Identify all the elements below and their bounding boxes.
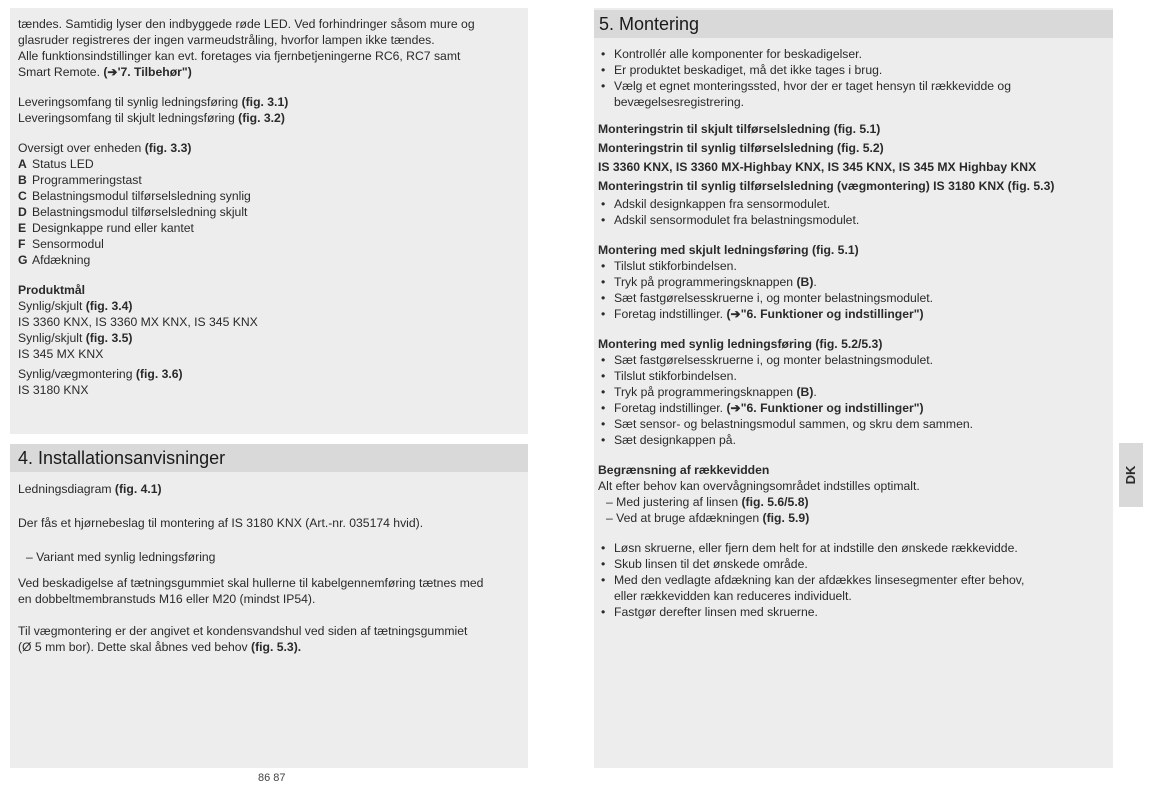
range-option-text: – Med justering af linsen (606, 495, 742, 509)
list-item: • Sæt fastgørelsesskruerne i, og monter belastningsmodulet. (598, 352, 1108, 368)
section-5-title: 5. Montering (599, 14, 700, 34)
list-item (598, 274, 1108, 290)
item-text: Programmeringstast (32, 173, 142, 187)
range-option (598, 510, 1108, 526)
overview-item (18, 220, 523, 236)
fig-ref: (fig. 3.6) (135, 367, 183, 381)
delivery-visible (18, 94, 523, 110)
wiring-text: Ledningsdiagram (18, 482, 115, 496)
button-ref: (B) (796, 385, 814, 399)
section-5-header (594, 10, 1113, 38)
fig-ref: (fig. 3.2) (238, 111, 285, 125)
section-4-title: 4. Installationsanvisninger (18, 448, 226, 468)
left-bottom-content (18, 481, 523, 655)
corner-bracket-note: Der fås et hjørnebeslag til montering af IS 3180 KNX (Art.-nr. 035174 hvid). (18, 516, 424, 530)
intro-line: Alle funktionsindstillinger kan evt. foretages via fjernbetjeningerne RC6, RC7 samt (18, 49, 461, 63)
list-item-text: Foretag indstillinger. (614, 307, 727, 321)
item-label: E (18, 221, 27, 235)
list-item (598, 384, 1108, 400)
delivery-visible-text: Leveringsomfang til synlig ledningsføring (18, 95, 242, 109)
hidden-wiring-title: Montering med skjult ledningsføring (fig. 5.1) (598, 243, 859, 257)
fig-ref: (fig. 5.9) (762, 511, 810, 525)
intro-text: Smart Remote. (18, 65, 104, 79)
list-item-text: . (813, 385, 817, 399)
item-text: Status LED (32, 157, 94, 171)
list-item: • Løsn skruerne, eller fjern dem helt for at indstille den ønskede rækkevidde. (598, 540, 1108, 556)
list-item-text: . (813, 275, 817, 289)
delivery-hidden (18, 110, 523, 126)
dimensions-1 (18, 298, 523, 314)
section-ref: (➔"6. Funktioner og indstillinger") (726, 307, 924, 321)
item-text: Afdækning (32, 253, 91, 267)
range-title: Begrænsning af rækkevidden (598, 463, 770, 477)
list-item: • Sæt sensor- og belastningsmodul sammen, og skru dem sammen. (598, 416, 1108, 432)
list-item: • Adskil designkappen fra sensormodulet. (598, 196, 1108, 212)
list-item: • Er produktet beskadiget, må det ikke tages i brug. (598, 62, 1108, 78)
language-tab-label: DK (1123, 465, 1138, 485)
fig-ref: (fig. 4.1) (114, 482, 162, 496)
overview-item (18, 188, 523, 204)
overview-item (18, 172, 523, 188)
visible-wiring-title: Montering med synlig ledningsføring (fig. 5.2/5.3) (598, 337, 883, 351)
language-tab (1119, 443, 1143, 507)
overview-item (18, 204, 523, 220)
item-label: C (18, 189, 27, 203)
list-item: • Sæt designkappen på. (598, 432, 1108, 448)
list-item-text: Foretag indstillinger. (614, 401, 727, 415)
list-item-text: Med den vedlagte afdækning kan der afdækkes linsesegmenter efter behov, (614, 573, 1025, 587)
fig-ref: (fig. 3.1) (241, 95, 289, 109)
steps-heading: Monteringstrin til synlig tilførselsledning (fig. 5.2) (598, 141, 884, 155)
overview-title (18, 140, 523, 156)
wall-mount-note: Til vægmontering er der angivet et kondensvandshul ved siden af tætningsgummiet (18, 624, 468, 638)
steps-heading: IS 3360 KNX, IS 3360 MX-Highbay KNX, IS 345 KNX, IS 345 MX Highbay KNX (598, 160, 1037, 174)
gasket-note: en dobbeltmembranstuds M16 eller M20 (mindst IP54). (18, 592, 316, 606)
list-item: • Adskil sensormodulet fra belastningsmodulet. (598, 212, 1108, 228)
list-item: • Sæt fastgørelsesskruerne i, og monter belastningsmodulet. (598, 290, 1108, 306)
intro-line: tændes. Samtidig lyser den indbyggede røde LED. Ved forhindringer såsom mure og (18, 17, 475, 31)
intro-line: glasruder registreres der ingen varmeudstråling, hvorfor lampen ikke tændes. (18, 33, 435, 47)
right-content (598, 46, 1108, 620)
dimensions-3 (18, 366, 523, 382)
wall-mount-note (18, 639, 523, 655)
list-item-text: Vælg et egnet monteringssted, hvor der er taget hensyn til rækkevidde og (614, 79, 1011, 93)
dimensions-3-models: IS 3180 KNX (18, 383, 89, 397)
wiring-diagram (18, 481, 523, 497)
gasket-note: Ved beskadigelse af tætningsgummiet skal hullerne til kabelgennemføring tætnes med (18, 576, 484, 590)
fig-ref: (fig. 3.5) (85, 331, 133, 345)
item-label: B (18, 173, 27, 187)
dimensions-2-text: Synlig/skjult (18, 331, 86, 345)
list-item (598, 306, 1108, 322)
list-item: • Tilslut stikforbindelsen. (598, 368, 1108, 384)
fig-ref: (fig. 3.4) (85, 299, 133, 313)
dimensions-2 (18, 330, 523, 346)
range-intro: Alt efter behov kan overvågningsområdet indstilles optimalt. (598, 479, 920, 493)
dimensions-1-models: IS 3360 KNX, IS 3360 MX KNX, IS 345 KNX (18, 315, 258, 329)
check-list (598, 46, 1108, 110)
delivery-hidden-text: Leveringsomfang til skjult ledningsføring (18, 111, 239, 125)
list-item: • Kontrollér alle komponenter for beskadigelser. (598, 46, 1108, 62)
item-text: Designkappe rund eller kantet (32, 221, 194, 235)
list-item (598, 400, 1108, 416)
page-numbers: 86 87 (258, 772, 286, 784)
list-item-text: bevægelsesregistrering. (614, 95, 745, 109)
list-item: • Fastgør derefter linsen med skruerne. (598, 604, 1108, 620)
overview-list (18, 156, 523, 268)
overview-item (18, 252, 523, 268)
item-label: A (18, 157, 27, 171)
intro-line (18, 64, 523, 80)
accessory-ref: (➔'7. Tilbehør") (103, 65, 192, 79)
fig-ref: (fig. 5.6/5.8) (741, 495, 809, 509)
left-top-content (18, 16, 523, 398)
list-item (598, 78, 1108, 110)
overview-item (18, 156, 523, 172)
list-item (598, 572, 1108, 604)
section-ref: (➔"6. Funktioner og indstillinger") (726, 401, 924, 415)
steps-heading: Monteringstrin til synlig tilførselsledning (vægmontering) IS 3180 KNX (fig. 5.3) (598, 179, 1055, 193)
item-label: F (18, 237, 26, 251)
wall-mount-text: (Ø 5 mm bor). Dette skal åbnes ved behov (18, 640, 252, 654)
steps-list (598, 196, 1108, 228)
dimensions-2-models: IS 345 MX KNX (18, 347, 104, 361)
list-item: • Tilslut stikforbindelsen. (598, 258, 1108, 274)
item-label: G (18, 253, 28, 267)
steps-heading: Monteringstrin til skjult tilførselsledning (fig. 5.1) (598, 122, 881, 136)
item-label: D (18, 205, 27, 219)
list-item: • Skub linsen til det ønskede område. (598, 556, 1108, 572)
range-option (598, 494, 1108, 510)
range-option-text: – Ved at bruge afdækningen (606, 511, 763, 525)
visible-wiring-list (598, 352, 1108, 448)
button-ref: (B) (796, 275, 814, 289)
variant-visible: – Variant med synlig ledningsføring (26, 550, 216, 564)
fig-ref: (fig. 5.3). (251, 640, 302, 654)
fig-ref: (fig. 3.3) (144, 141, 192, 155)
section-4-header (10, 444, 528, 472)
dimensions-1-text: Synlig/skjult (18, 299, 86, 313)
item-text: Belastningsmodul tilførselsledning skjult (32, 205, 248, 219)
item-text: Belastningsmodul tilførselsledning synlig (32, 189, 251, 203)
list-item-text: Tryk på programmeringsknappen (614, 385, 797, 399)
overview-title-text: Oversigt over enheden (18, 141, 145, 155)
list-item-text: eller rækkevidden kan reduceres individuelt. (614, 589, 852, 603)
dimensions-3-text: Synlig/vægmontering (18, 367, 136, 381)
overview-item (18, 236, 523, 252)
list-item-text: Tryk på programmeringsknappen (614, 275, 797, 289)
item-text: Sensormodul (32, 237, 104, 251)
range-list (598, 540, 1108, 620)
dimensions-title: Produktmål (18, 283, 86, 297)
hidden-wiring-list (598, 258, 1108, 322)
